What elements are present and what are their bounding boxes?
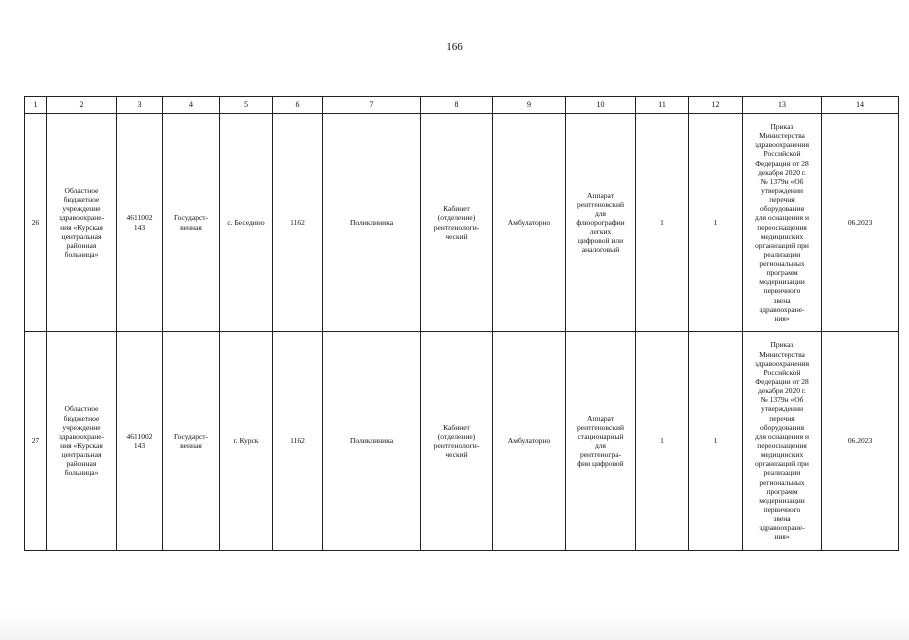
quantity-cell: 1 — [689, 114, 743, 332]
inn-cell: 4611002 143 — [117, 332, 163, 551]
inn-cell: 4611002 143 — [117, 114, 163, 332]
locality-cell: с. Беседино — [220, 114, 273, 332]
ownership-cell: Государст- венная — [163, 332, 220, 551]
code-cell: 1162 — [273, 332, 323, 551]
header-row — [25, 97, 899, 114]
locality-cell: г. Курск — [220, 332, 273, 551]
column-header: 10 — [566, 97, 636, 114]
scan-bottom-edge — [0, 612, 909, 640]
quantity-cell: 1 — [689, 332, 743, 551]
column-header: 12 — [689, 97, 743, 114]
department-cell: Кабинет (отделение) рентгенологи- ческий — [421, 332, 493, 551]
date-cell: 06.2023 — [822, 332, 899, 551]
column-header: 14 — [822, 97, 899, 114]
facility-cell: Поликлиника — [323, 114, 421, 332]
equipment-cell: Аппарат рентгеновский для флюорографии легких цифровой или аналоговый — [566, 114, 636, 332]
organization-cell: Областное бюджетное учреждение здравоохране- ния «Курская центральная районная больница» — [47, 114, 117, 332]
quantity-cell: 1 — [636, 114, 689, 332]
page-number: 166 — [446, 41, 463, 53]
equipment-table — [24, 96, 899, 551]
care-type-cell: Амбулаторно — [493, 332, 566, 551]
care-type-cell: Амбулаторно — [493, 114, 566, 332]
column-header: 1 — [25, 97, 47, 114]
column-header: 9 — [493, 97, 566, 114]
table-row — [25, 332, 899, 551]
quantity-cell: 1 — [636, 332, 689, 551]
basis-cell: Приказ Министерства здравоохранения Российской Федерации от 28 декабря 2020 г. № 1379н «Об утверждении перечня оборудования для оснащения и переоснащения медицинских организаций при реализации региональных программ модернизации первичного звена здравоохране- ния» — [743, 114, 822, 332]
column-header: 13 — [743, 97, 822, 114]
column-header: 7 — [323, 97, 421, 114]
column-header: 2 — [47, 97, 117, 114]
column-header: 3 — [117, 97, 163, 114]
row-number: 26 — [25, 114, 47, 332]
equipment-cell: Аппарат рентгеновский стационарный для рентгеногра- фии цифровой — [566, 332, 636, 551]
column-header: 6 — [273, 97, 323, 114]
basis-cell: Приказ Министерства здравоохранения Российской Федерации от 28 декабря 2020 г. № 1379н «Об утверждении перечня оборудования для оснащения и переоснащения медицинских организаций при реализации региональных программ модернизации первичного звена здравоохране- ния» — [743, 332, 822, 551]
column-header: 11 — [636, 97, 689, 114]
facility-cell: Поликлиника — [323, 332, 421, 551]
row-number: 27 — [25, 332, 47, 551]
ownership-cell: Государст- венная — [163, 114, 220, 332]
code-cell: 1162 — [273, 114, 323, 332]
table-row — [25, 114, 899, 332]
department-cell: Кабинет (отделение) рентгенологи- ческий — [421, 114, 493, 332]
column-header: 5 — [220, 97, 273, 114]
date-cell: 06.2023 — [822, 114, 899, 332]
column-header: 8 — [421, 97, 493, 114]
organization-cell: Областное бюджетное учреждение здравоохране- ния «Курская центральная районная больница» — [47, 332, 117, 551]
column-header: 4 — [163, 97, 220, 114]
